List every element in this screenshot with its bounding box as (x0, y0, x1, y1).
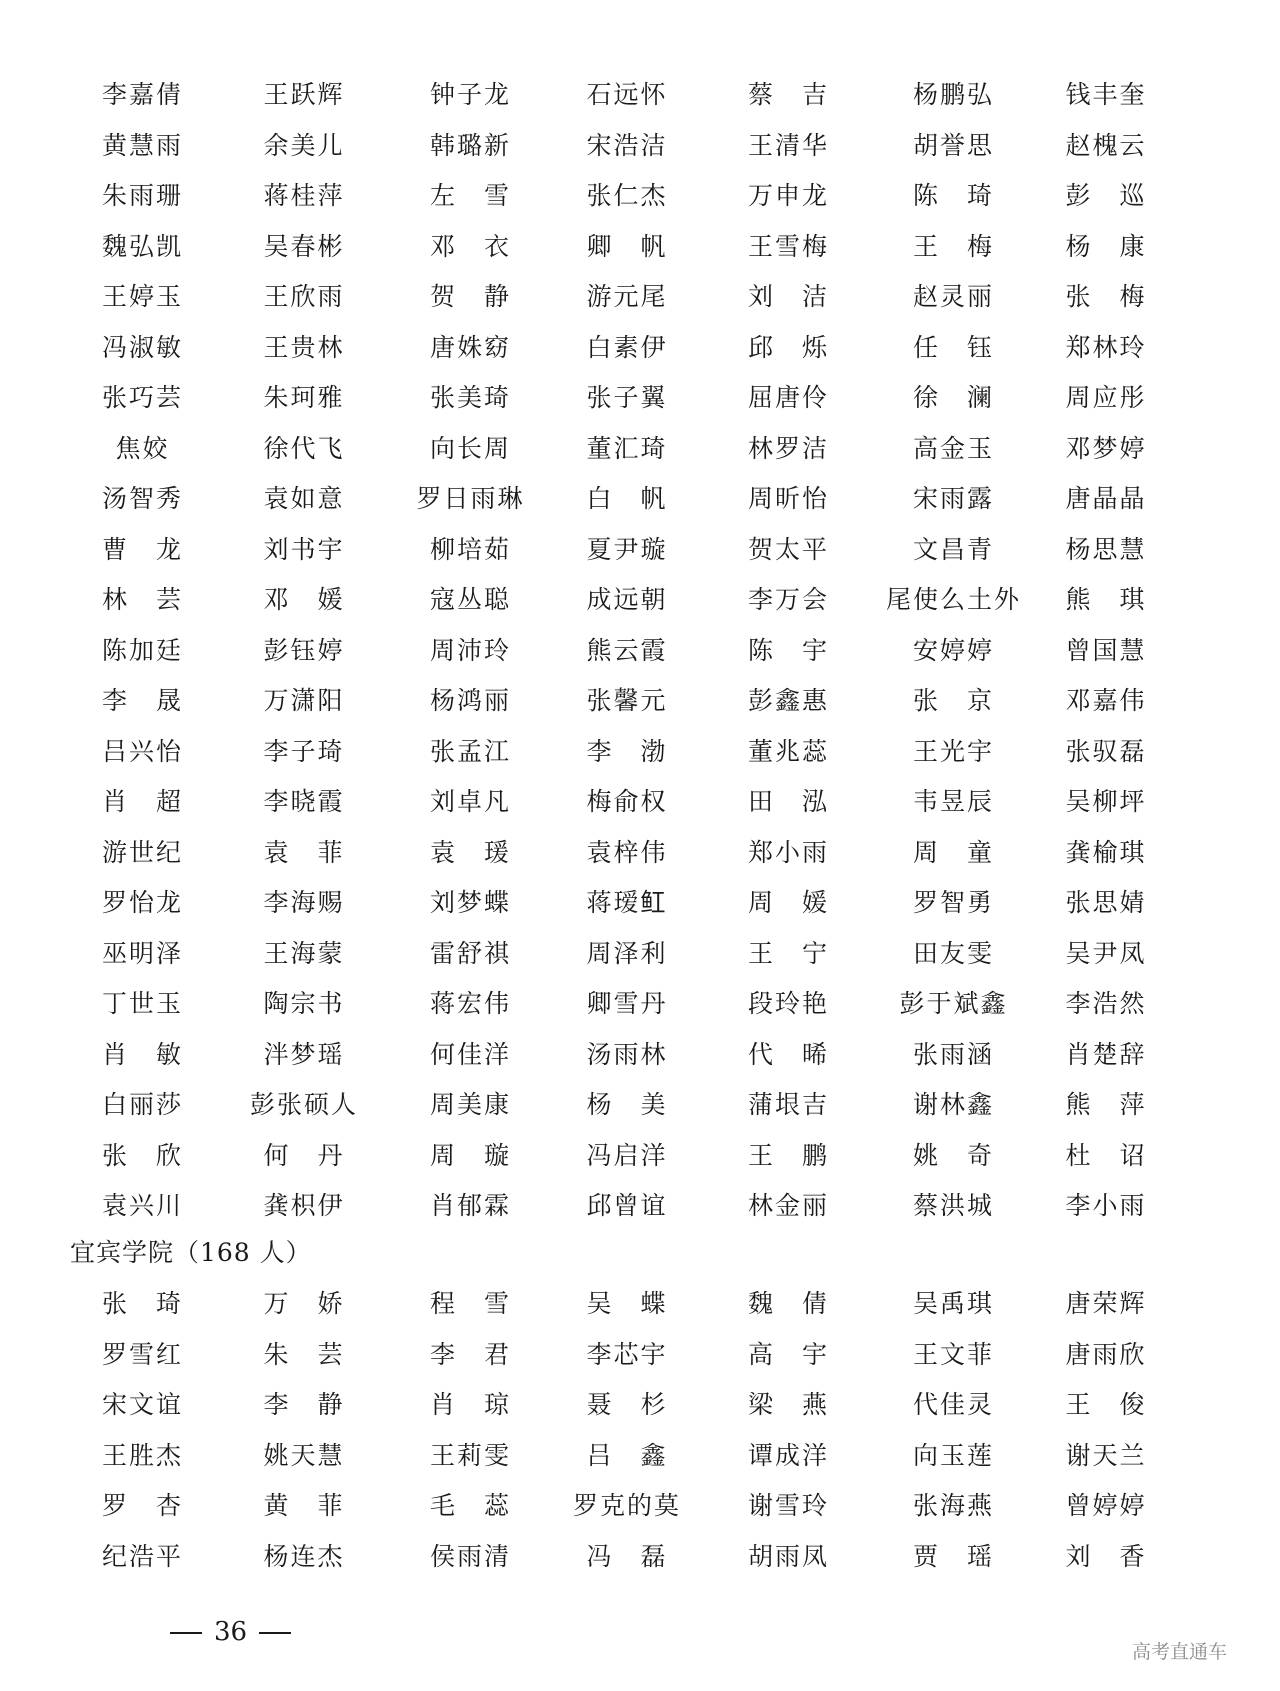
name-cell: 吴尹凤 (1065, 938, 1147, 968)
name-cell: 何佳洋 (429, 1039, 511, 1069)
name-cell: 熊 琪 (1065, 585, 1147, 614)
name-cell: 董兆蕊 (747, 736, 829, 766)
name-cell: 李 渤 (586, 736, 668, 766)
name-cell: 宋文谊 (101, 1390, 183, 1419)
name-cell: 肖郁霖 (429, 1191, 511, 1220)
name-cell: 贺 静 (429, 282, 511, 311)
name-cell: 刘 洁 (747, 282, 829, 311)
name-cell: 肖 超 (101, 787, 183, 816)
name-cell: 罗日雨琳 (416, 484, 525, 513)
name-cell: 袁 菲 (263, 837, 345, 867)
name-cell: 焦姣 (115, 433, 170, 463)
name-cell: 林 芸 (101, 585, 183, 614)
name-cell: 巫明泽 (101, 938, 183, 968)
name-cell: 安婷婷 (912, 635, 994, 665)
name-cell: 王海蒙 (263, 938, 345, 968)
name-cell: 李 君 (429, 1339, 511, 1369)
name-cell: 周泽利 (586, 938, 668, 968)
name-cell: 蒋桂萍 (263, 181, 345, 210)
name-cell: 李海赐 (263, 888, 345, 917)
name-cell: 唐晶晶 (1065, 484, 1147, 513)
name-cell: 万潇阳 (263, 686, 345, 715)
name-cell: 任 钰 (912, 332, 994, 362)
name-cell: 刘书宇 (263, 534, 345, 564)
name-cell: 纪浩平 (101, 1541, 183, 1571)
name-cell: 郑小雨 (747, 837, 829, 867)
name-cell: 蔡 吉 (747, 80, 829, 109)
name-cell: 蒲垠吉 (747, 1090, 829, 1119)
name-cell: 张孟江 (429, 736, 511, 766)
name-cell: 杨 康 (1065, 231, 1147, 261)
name-cell: 彭 巡 (1065, 181, 1147, 210)
name-cell: 贾 瑶 (912, 1541, 994, 1571)
name-cell: 吴禹琪 (912, 1289, 994, 1318)
name-cell: 冯 磊 (586, 1541, 668, 1571)
name-cell: 朱雨珊 (101, 181, 183, 210)
name-cell: 李小雨 (1065, 1191, 1147, 1220)
name-cell: 余美儿 (263, 130, 345, 160)
name-cell: 王贵林 (263, 332, 345, 362)
name-cell: 林金丽 (747, 1191, 829, 1220)
name-cell: 罗克的莫 (572, 1491, 681, 1520)
name-cell: 邓梦婷 (1065, 433, 1147, 463)
name-cell: 李万会 (747, 585, 829, 614)
name-cell: 周 媛 (747, 888, 829, 917)
name-cell: 彭张硕人 (249, 1090, 358, 1119)
name-cell: 代佳灵 (912, 1390, 994, 1419)
name-cell: 王莉雯 (429, 1440, 511, 1470)
name-cell: 彭钰婷 (263, 635, 345, 665)
name-cell: 雷舒祺 (429, 938, 511, 968)
name-cell: 王欣雨 (263, 282, 345, 311)
name-cell: 朱珂雅 (263, 383, 345, 412)
page-number-dash-left (170, 1632, 202, 1634)
name-cell: 蒋宏伟 (429, 989, 511, 1018)
name-cell: 梁 燕 (747, 1390, 829, 1419)
name-cell: 郑林玲 (1065, 332, 1147, 362)
section-heading-yibin-university: 宜宾学院（168 人） (70, 1238, 312, 1267)
name-cell: 蔡洪城 (912, 1191, 994, 1220)
name-cell: 邓 媛 (263, 585, 345, 614)
name-cell: 龚枳伊 (263, 1191, 345, 1220)
name-cell: 吴春彬 (263, 231, 345, 261)
name-cell: 袁梓伟 (586, 837, 668, 867)
page-number-dash-right (259, 1632, 291, 1634)
name-cell: 冯淑敏 (101, 332, 183, 362)
name-cell: 杨鸿丽 (429, 686, 511, 715)
name-cell: 杨 美 (586, 1090, 668, 1119)
name-cell: 姚 奇 (912, 1140, 994, 1170)
name-cell: 刘卓凡 (429, 787, 511, 816)
name-cell: 王雪梅 (747, 231, 829, 261)
name-cell: 韦昱辰 (912, 787, 994, 816)
name-cell: 刘 香 (1065, 1541, 1147, 1571)
name-cell: 万 娇 (263, 1289, 345, 1318)
name-cell: 魏弘凯 (101, 231, 183, 261)
name-cell: 谢雪玲 (747, 1491, 829, 1520)
name-cell: 泮梦瑶 (263, 1039, 345, 1069)
name-cell: 高 宇 (747, 1339, 829, 1369)
name-cell: 曹 龙 (101, 534, 183, 564)
name-cell: 石远怀 (586, 80, 668, 109)
name-cell: 张 琦 (101, 1289, 183, 1318)
name-cell: 赵灵丽 (912, 282, 994, 311)
name-cell: 高金玉 (912, 433, 994, 463)
name-cell: 罗智勇 (912, 888, 994, 917)
name-cell: 李 晟 (101, 686, 183, 715)
name-cell: 何 丹 (263, 1140, 345, 1170)
name-cell: 王婷玉 (101, 282, 183, 311)
name-cell: 韩璐新 (429, 130, 511, 160)
name-cell: 汤雨林 (586, 1039, 668, 1069)
name-cell: 吴 蝶 (586, 1289, 668, 1318)
name-cell: 文昌青 (912, 534, 994, 564)
name-cell: 李 静 (263, 1390, 345, 1419)
name-cell: 袁 瑗 (429, 837, 511, 867)
name-cell: 侯雨清 (429, 1541, 511, 1571)
name-cell: 宋浩洁 (586, 130, 668, 160)
name-cell: 唐荣辉 (1065, 1289, 1147, 1318)
name-cell: 寇丛聪 (429, 585, 511, 614)
name-cell: 尾使么土外 (885, 585, 1021, 614)
name-cell: 曾婷婷 (1065, 1491, 1147, 1520)
name-cell: 胡雨凤 (747, 1541, 829, 1571)
name-cell: 向长周 (429, 433, 511, 463)
name-cell: 张美琦 (429, 383, 511, 412)
name-cell: 邓嘉伟 (1065, 686, 1147, 715)
name-cell: 贺太平 (747, 534, 829, 564)
name-cell: 王 鹏 (747, 1140, 829, 1170)
name-cell: 宋雨露 (912, 484, 994, 513)
name-cell: 刘梦蝶 (429, 888, 511, 917)
name-cell: 邱 烁 (747, 332, 829, 362)
name-cell: 代 晞 (747, 1039, 829, 1069)
name-cell: 王胜杰 (101, 1440, 183, 1470)
name-cell: 万申龙 (747, 181, 829, 210)
name-cell: 吴柳坪 (1065, 787, 1147, 816)
name-cell: 曾国慧 (1065, 635, 1147, 665)
name-cell: 蒋瑷𫚉 (586, 888, 668, 917)
name-cell: 陶宗书 (263, 989, 345, 1018)
name-cell: 周 童 (912, 837, 994, 867)
name-cell: 张馨元 (586, 686, 668, 715)
name-cell: 李子琦 (263, 736, 345, 766)
name-cell: 李嘉倩 (101, 80, 183, 109)
name-cell: 周 璇 (429, 1140, 511, 1170)
name-cell: 周应彤 (1065, 383, 1147, 412)
name-cell: 田 泓 (747, 787, 829, 816)
name-cell: 张子翼 (586, 383, 668, 412)
name-cell: 徐代飞 (263, 433, 345, 463)
name-cell: 王 宁 (747, 938, 829, 968)
name-cell: 张驭磊 (1065, 736, 1147, 766)
name-cell: 游元尾 (586, 282, 668, 311)
name-cell: 李晓霞 (263, 787, 345, 816)
name-cell: 熊云霞 (586, 635, 668, 665)
name-cell: 肖楚辞 (1065, 1039, 1147, 1069)
name-cell: 林罗洁 (747, 433, 829, 463)
name-cell: 谭成洋 (747, 1440, 829, 1470)
name-cell: 王跃辉 (263, 80, 345, 109)
name-cell: 段玲艳 (747, 989, 829, 1018)
name-cell: 卿雪丹 (586, 989, 668, 1018)
name-cell: 丁世玉 (101, 989, 183, 1018)
name-cell: 陈加廷 (101, 635, 183, 665)
name-cell: 张 梅 (1065, 282, 1147, 311)
page-number (158, 1612, 303, 1652)
name-list-yibin-university (70, 1279, 1176, 1582)
name-cell: 张思婧 (1065, 888, 1147, 917)
name-cell: 王文菲 (912, 1339, 994, 1369)
name-cell: 王 俊 (1065, 1390, 1147, 1419)
watermark: 高考直通车 (1132, 1641, 1228, 1663)
name-cell: 夏尹璇 (586, 534, 668, 564)
name-cell: 田友雯 (912, 938, 994, 968)
name-cell: 黄慧雨 (101, 130, 183, 160)
name-cell: 罗 杏 (101, 1491, 183, 1520)
name-cell: 罗怡龙 (101, 888, 183, 917)
name-cell: 董汇琦 (586, 433, 668, 463)
name-cell: 杨鹏弘 (912, 80, 994, 109)
name-cell: 梅俞权 (586, 787, 668, 816)
name-cell: 王光宇 (912, 736, 994, 766)
name-cell: 聂 杉 (586, 1390, 668, 1419)
name-cell: 冯启洋 (586, 1140, 668, 1170)
name-cell: 陈 宇 (747, 635, 829, 665)
name-cell: 汤智秀 (101, 484, 183, 513)
name-cell: 卿 帆 (586, 231, 668, 261)
name-cell: 李浩然 (1065, 989, 1147, 1018)
name-cell: 朱 芸 (263, 1339, 345, 1369)
name-cell: 向玉莲 (912, 1440, 994, 1470)
name-cell: 唐雨欣 (1065, 1339, 1147, 1369)
name-cell: 王清华 (747, 130, 829, 160)
name-cell: 吕兴怡 (101, 736, 183, 766)
name-cell: 柳培茹 (429, 534, 511, 564)
name-cell: 周昕怡 (747, 484, 829, 513)
name-cell: 罗雪红 (101, 1339, 183, 1369)
name-cell: 成远朝 (586, 585, 668, 614)
name-cell: 谢林鑫 (912, 1090, 994, 1119)
name-cell: 张雨涵 (912, 1039, 994, 1069)
name-cell: 徐 澜 (912, 383, 994, 412)
name-cell: 胡誉思 (912, 130, 994, 160)
name-cell: 张巧芸 (101, 383, 183, 412)
name-cell: 毛 蕊 (429, 1491, 511, 1520)
name-list-top (70, 70, 1176, 1232)
name-cell: 唐姝窈 (429, 332, 511, 362)
name-cell: 黄 菲 (263, 1491, 345, 1520)
name-cell: 张 京 (912, 686, 994, 715)
name-cell: 谢天兰 (1065, 1440, 1147, 1470)
name-cell: 熊 萍 (1065, 1090, 1147, 1119)
name-cell: 肖 敏 (101, 1039, 183, 1069)
name-cell: 张仁杰 (586, 181, 668, 210)
name-cell: 白丽莎 (101, 1090, 183, 1119)
name-cell: 张海燕 (912, 1491, 994, 1520)
name-cell: 游世纪 (101, 837, 183, 867)
name-cell: 吕 鑫 (586, 1440, 668, 1470)
name-cell: 袁如意 (263, 484, 345, 513)
name-cell: 陈 琦 (912, 181, 994, 210)
name-cell: 钟子龙 (429, 80, 511, 109)
name-cell: 彭鑫惠 (747, 686, 829, 715)
name-cell: 屈唐伶 (747, 383, 829, 412)
name-cell: 魏 倩 (747, 1289, 829, 1318)
name-cell: 李芯宇 (586, 1339, 668, 1369)
page-number-value: 36 (214, 1617, 248, 1647)
name-cell: 杜 诏 (1065, 1140, 1147, 1170)
name-cell: 杨思慧 (1065, 534, 1147, 564)
name-cell: 左 雪 (429, 181, 511, 210)
name-cell: 白 帆 (586, 484, 668, 513)
name-cell: 张 欣 (101, 1140, 183, 1170)
name-cell: 彭于斌鑫 (899, 989, 1008, 1018)
name-cell: 姚天慧 (263, 1440, 345, 1470)
name-cell: 程 雪 (429, 1289, 511, 1318)
name-cell: 赵槐云 (1065, 130, 1147, 160)
name-cell: 袁兴川 (101, 1191, 183, 1220)
name-cell: 龚榆琪 (1065, 837, 1147, 867)
name-cell: 肖 琼 (429, 1390, 511, 1419)
name-cell: 白素伊 (586, 332, 668, 362)
name-cell: 周沛玲 (429, 635, 511, 665)
name-cell: 钱丰奎 (1065, 80, 1147, 109)
name-cell: 邱曾谊 (586, 1191, 668, 1220)
name-cell: 王 梅 (912, 231, 994, 261)
name-cell: 杨连杰 (263, 1541, 345, 1571)
name-cell: 邓 衣 (429, 231, 511, 261)
name-cell: 周美康 (429, 1090, 511, 1119)
